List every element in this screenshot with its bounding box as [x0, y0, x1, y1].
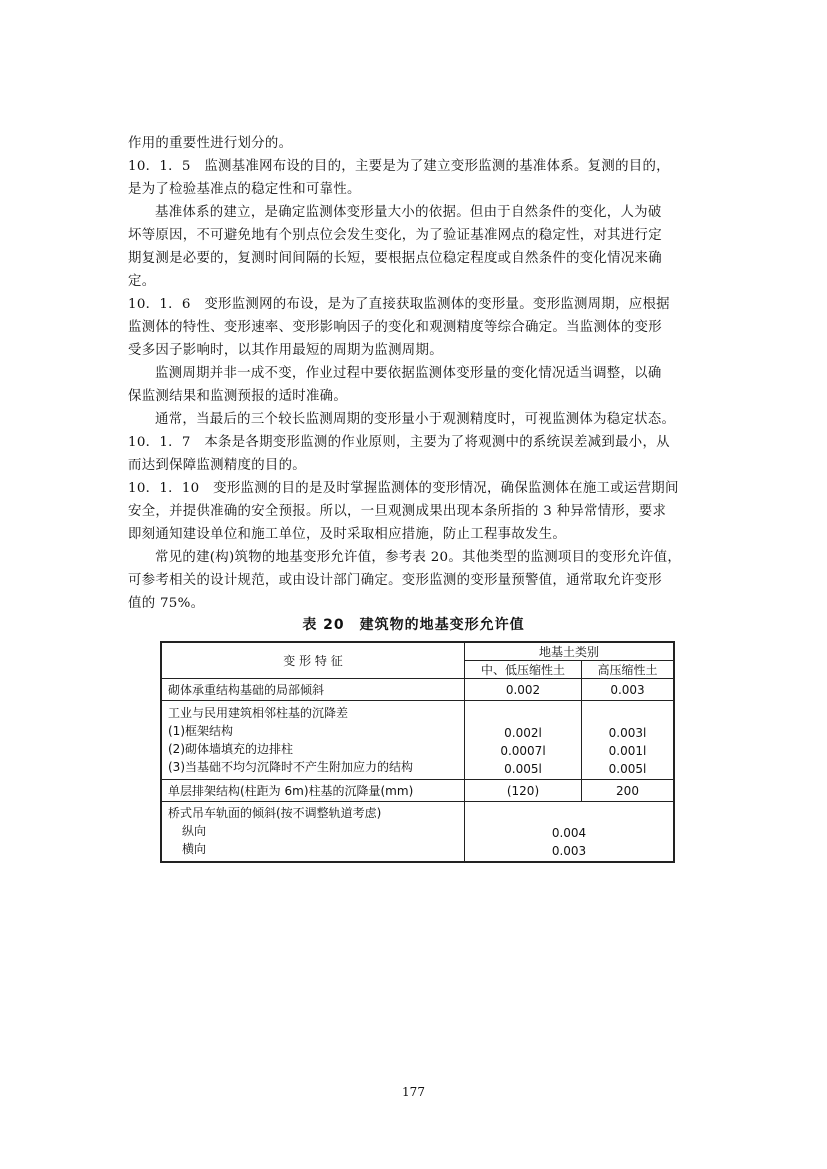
text-line: 常见的建(构)筑物的地基变形允许值，参考表 20。其他类型的监测项目的变形允许值， — [155, 550, 682, 565]
row-mid-value: 0.002 — [465, 679, 582, 701]
text-line: 10．1．10 变形监测的目的是及时掌握监测体的变形情况，确保监测体在施工或运营期间 — [128, 481, 679, 496]
text-line: 可参考相关的设计规范，或由设计部门确定。变形监测的变形量预警值，通常取允许变形 — [128, 573, 662, 588]
row-merged-value: 0.003 — [551, 843, 587, 858]
row-mid-value: 0.0007l — [500, 743, 546, 758]
text-line: 通常，当最后的三个较长监测周期的变形量小于观测精度时，可视监测体为稳定状态。 — [155, 412, 676, 427]
table-caption: 表 20 建筑物的地基变形允许值 — [302, 617, 525, 633]
text-line: 是为了检验基准点的稳定性和可靠性。 — [128, 182, 361, 197]
row-high-value: 200 — [582, 780, 675, 802]
row-merged-value: 0.004 — [551, 825, 587, 840]
row-mid-value: 0.002l — [504, 725, 542, 740]
text-line: 定。 — [128, 274, 156, 289]
row-label: 纵向 — [182, 824, 207, 838]
header-soil-type: 地基土类别 — [465, 642, 675, 661]
row-label: 砌体承重结构基础的局部倾斜 — [161, 679, 465, 701]
text-line: 安全，并提供准确的安全预报。所以，一旦观测成果出现本条所指的 3 种异常情形，要求 — [128, 504, 667, 519]
text-line: 期复测是必要的，复测时间间隔的长短，要根据点位稳定程度或自然条件的变化情况来确 — [128, 251, 662, 266]
text-line: 坏等原因，不可避免地有个别点位会发生变化，为了验证基准网点的稳定性，对其进行定 — [128, 228, 662, 243]
row-group-title: 工业与民用建筑相邻柱基的沉降差 — [168, 706, 349, 720]
text-line: 监测体的特性、变形速率、变形影响因子的变化和观测精度等综合确定。当监测体的变形 — [128, 320, 662, 335]
row-mid-value: (120) — [465, 780, 582, 802]
row-group-title: 桥式吊车轨面的倾斜(按不调整轨道考虑) — [168, 806, 382, 820]
row-label: (1)框架结构 — [168, 724, 233, 738]
page-number: 177 — [402, 1085, 425, 1099]
header-feature: 变 形 特 征 — [161, 642, 465, 679]
text-line: 10．1．6 变形监测网的布设，是为了直接获取监测体的变形量。变形监测周期，应根据 — [128, 297, 670, 312]
row-high-value: 0.001l — [608, 743, 647, 758]
row-mid-value: 0.005l — [504, 761, 542, 776]
row-label: 横向 — [182, 842, 207, 856]
text-line: 而达到保障监测精度的目的。 — [128, 458, 306, 473]
row-label: (3)当基础不均匀沉降时不产生附加应力的结构 — [168, 760, 413, 774]
text-line: 作用的重要性进行划分的。 — [128, 136, 293, 151]
header-mid-compress: 中、低压缩性土 — [465, 661, 582, 679]
header-high-compress: 高压缩性土 — [582, 661, 675, 679]
row-high-value: 0.005l — [608, 761, 647, 776]
row-label: (2)砌体墙填充的边排柱 — [168, 742, 293, 756]
row-label: 单层排架结构(柱距为 6m)柱基的沉降量(mm) — [161, 780, 465, 802]
row-high-value: 0.003 — [582, 679, 675, 701]
text-line: 10．1．5 监测基准网布设的目的，主要是为了建立变形监测的基准体系。复测的目的， — [128, 159, 670, 174]
text-line: 基准体系的建立，是确定监测体变形量大小的依据。但由于自然条件的变化，人为破 — [155, 205, 662, 220]
text-line: 值的 75%。 — [128, 596, 205, 611]
text-line: 监测周期并非一成不变，作业过程中要依据监测体变形量的变化情况适当调整，以确 — [155, 366, 662, 381]
row-high-value: 0.003l — [608, 725, 647, 740]
text-line: 10．1．7 本条是各期变形监测的作业原则，主要为了将观测中的系统误差减到最小，从 — [128, 435, 670, 450]
text-line: 保监测结果和监测预报的适时准确。 — [128, 389, 348, 404]
text-line: 受多因子影响时，以其作用最短的周期为监测周期。 — [128, 343, 443, 358]
text-line: 即刻通知建设单位和施工单位，及时采取相应措施，防止工程事故发生。 — [128, 527, 567, 542]
deformation-table — [160, 641, 675, 863]
